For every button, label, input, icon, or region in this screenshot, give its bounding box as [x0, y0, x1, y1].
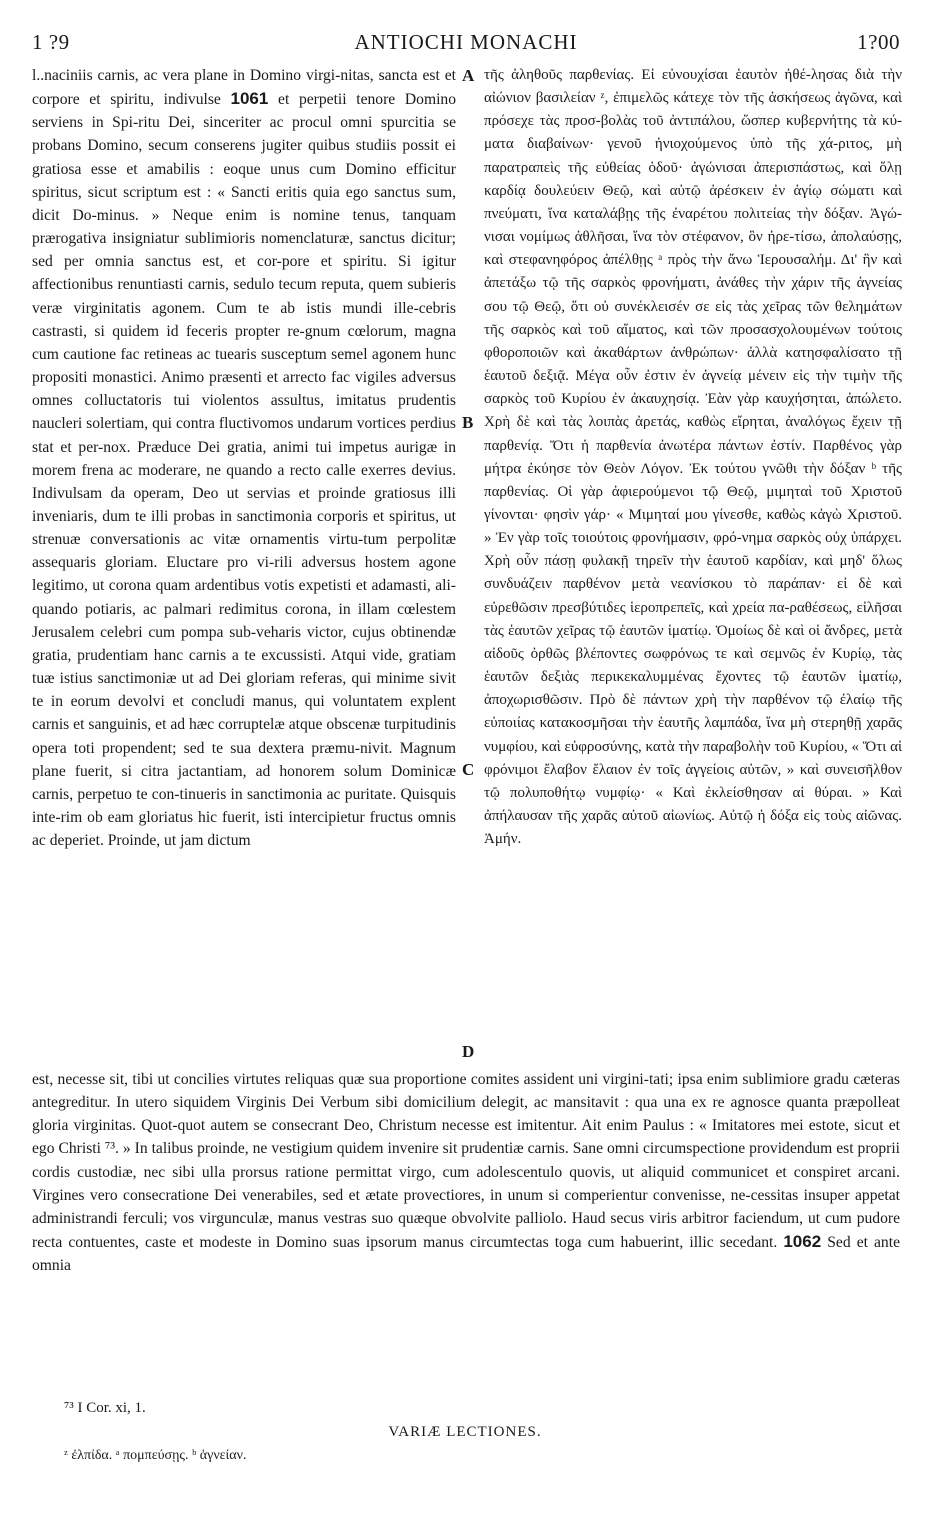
margin-marker-b: B: [462, 413, 474, 432]
margin-marker-c: C: [462, 760, 475, 779]
greek-column: τῆς ἀληθοῦς παρθενίας. Εἰ εὐνουχίσαι ἑαυτὸν ἠθέ-λησας διὰ τὴν αἰώνιον βασιλείαν ᶻ, ἐπιμελῶς κάτεχε τὸν τῆς ἀσκήσεως ἀγῶνα, καὶ πρόσεχε τὰς προσ-βολὰς τοῦ ἀντιπάλου, ὥσπερ κυβερνήτης τὰ κύ-ματα διαβαίνων· γενοῦ ἡνιοχούμενος ὑπὸ τῆς χά-ριτος, μὴ παρατραπεὶς τῆς εὐθείας ὁδοῦ· ἀγώνισαι ἀπερισπάστως, καὶ ὅλῃ καρδίᾳ δουλεύειν Θεῷ, καὶ αὐτῷ ἀρέσκειν ἐν ἁγίῳ σώματι καὶ πνεύματι, ἵνα καταλάβῃς τῆς ἐναρέτου πολιτείας τὴν δόξαν. Ἀγώ-νισαι νομίμως ἀθλῆσαι, ἵνα τὸν στέφανον, ὃν ἠρε-τίσω, ἀπολαύσῃς, καὶ στεφανηφόρος ἀπέλθῃς ᵃ πρὸς τὴν ἄνω Ἱερουσαλήμ. Δι' ἣν καὶ ἀπετάξω τῷ τῆς σαρκὸς φρονήματι, ἀνάθες τὴν χάριν τῆς ἁγνείας σου τῷ Θεῷ, ὅτι οὐ συνέκλεισέν σε εἰς τὰς χεῖρας τῶν θελημάτων τῆς σαρκὸς καὶ τοῦ αἵματος, καὶ τῶν προσασχολουμένων τούτοις φθοροποιῶν καὶ ἀκαθάρτων ἀνθρώπων· ἀλλὰ κατησφαλίσατο τῇ ἑαυτοῦ δεξιᾷ. Μέγα οὖν ἐστιν ἐν ἁγνείᾳ μένειν εἰς τὴν τιμὴν τῆς σαρκὸς τοῦ Κυρίου ἐν ἀκαυχησίᾳ. Ἐὰν γὰρ καυχήσηται, ἀπώλετο. Χρὴ δὲ καὶ τὰς λοιπὰς ἀρετάς, καθὼς εἴρηται, ἀναλόγως ἔχειν τῇ παρθενίᾳ. Ὅτι ἡ παρθενία ἀνωτέρα πάντων ἐστίν. Παρθένος γὰρ μήτρα ἐκύησε τὸν Θεὸν Λόγον. Ἐκ τούτου γνῶθι τὴν δόξαν ᵇ τῆς παρθενίας. Οἱ γὰρ ἀφιερούμενοι τῷ Θεῷ, μιμηταὶ τοῦ Χριστοῦ γίνονται· φησὶν γάρ· « Μιμηταί μου γίνεσθε, καθὼς κἀγὼ Χριστοῦ. » Ἐν γὰρ τοῖς τοιούτοις φρονήμασιν, φρό-νημα σαρκὸς οὐχ ὑπάρχει. Χρὴ οὖν πάσῃ φυλακῇ τηρεῖν τὴν ἑαυτοῦ καρδίαν, καὶ μηδ' ὅλως συνδυάζειν παρθένον μετὰ νεανίσκου τὸ παράπαν· εἰ δὲ καὶ εὐρεθῶσιν πρεσβύτιδες ἱεροπρεπεῖς, καὶ χρεία πα-ραθέσεως, εἰλῆσαι τὰς ἑαυτῶν χεῖρας τῷ ἑαυτῶν ἱματίῳ. Ὁμοίως δὲ καὶ οἱ ἄνδρες, μετὰ αἰδοῦς ὀρθῶς βλέποντες σωφρόνως τε καὶ σεμνῶς ἐν Κυρίῳ, τὰς ἑαυτῶν δεξιὰς περικεκαλυμμένας ἔχοντες τῷ ἑαυτῶν ἱματίῳ, ἀποχωρισθῶσιν. Πρὸ δὲ πάντων χρὴ τὴν παρθένον τῷ ἐλαίῳ τῆς εὐποιίας κατακοσμῆσαι τὴν ἑαυτῆς λαμπάδα, ἵνα μὴ στερηθῇ χαρᾶς νυμφίου, καὶ εὐφροσύνης, κατὰ τὴν παραβολὴν τοῦ Κυρίου, « Ὅτι αἱ φρόνιμοι ἔλαβον ἔλαιον ἐν τοῖς ἀγγείοις αὐτῶν, » καὶ συνεισῆλθον τῷ πολυποθήτῳ νυμφίῳ· « Καὶ ἐκλείσθησαν αἱ θύραι. » Καὶ ἀπήλαυσαν τῆς χαρᾶς αὐτοῦ αἰωνίως. Αὐτῷ ἡ δόξα εἰς τοὺς αἰῶνας. Ἀμήν.: [484, 67, 902, 848]
variae-lectiones-heading: VARIÆ LECTIONES.: [388, 1424, 542, 1440]
variae-lectiones-notes: ᶻ ἐλπίδα. ᵃ πομπεύσῃς. ᵇ ἁγνείαν.: [64, 1448, 247, 1463]
latin-column: [32, 64, 456, 852]
page-header: [32, 30, 900, 60]
page-number-left: 1 ?9: [32, 30, 70, 54]
margin-marker-a: A: [462, 66, 475, 85]
footnote: ⁷³ I Cor. xi, 1.: [64, 1400, 146, 1416]
column-number-1062: 1062: [783, 1232, 822, 1252]
full-width-text: [32, 1068, 900, 1277]
margin-marker-d: D: [462, 1042, 475, 1061]
latin-text-rest: et perpetii tenore Domino serviens in Spi-ritu Dei, sinceriter ac procul omni spurcitia se probans Domino, secum conserens jugiter quibus studiis possit ei gratiosa esse et amabilis : eoque unus cum Domino efficitur spiritus, sicut scriptum est : « Sancti eritis quia ego sanctus sum, dicit Do-minus. » Neque enim is nomine tenus, tanquam prærogativa insigniatur sublimioris nomenclaturæ, sanctus dicitur; sed per omnia sanctus est, et cor-pore et spiritu. Si igitur affectionibus renuntiasti carnis, sedulo tecum reputa, quem subieris veræ virginitatis agonem. Cum te ab istis mundi ille-cebris castrasti, si quidem id feceris propter re-gnum cœlorum, magna cum cautione fac retineas ac tuearis susceptum semel agonem hunc propositi monastici. Animo præsenti et arrecto fac vigiles adversus omnes colluctatoris tui violentos assultus, imitatus prudentis naucleri solertiam, qui contra fluctivomos undarum vortices perdius stat et per-nox. Præduce Dei gratia, animi tui impetus aurigæ in morem frena ac moderare, ne quando a recto calle exerres devius. Indivulsam da operam, Deo ut servias et proinde gratiosus illi inveniaris, dum te illi probas in sanctimonia corporis et spiritus, ut strenuæ conversationis ac vitæ ornamentis virtu-tum perpolitæ assequaris gloriam. Eluctare pro vi-rili adversus hostem agone legitimo, ut corona quam ardentibus votis expetisti et adamasti, ali-quando potiaris, ac palmari redimitus corona, in illam cœlestem Jerusalem celebri cum pompa sub-veharis victor, cujus obtinendæ gratia, prudentiam hanc carnis a te excussisti. Atqui vide, gratiam tuæ istius sanctimoniæ ut ad Dei gloriam referas, qui minime sivit te in eorum devolvi et concludi manus, qui voluntatem explent carnis et sanguinis, et ad hæc corruptelæ atque obscenæ turpitudinis opera toti propendent; sed te sua dextera præmu-nivit. Magnum plane fuerit, si citra jactantiam, ad honorem solum Dominicæ carnis, perpetuo te con-tinueris in sanctimonia ac puritate. Quisquis inte-rim ob eam gloriatus hic fuerit, isti intercipietur fructus omnis ac deperiet. Proinde, ut jam dictum: [32, 91, 456, 850]
bottom-text-start: est, necesse sit, tibi ut concilies virtutes reliquas quæ sua proportione comites assident uni virgini-tati; ipsa enim sublimiore gradu cæteras antegreditur. In utero siquidem Virginis Dei Verbum sibi domicilium delegit, ac mansitavit : qua una ex re agnosce quanta præpolleat gloria virginitas. Quot-quot autem se consecrant Deo, Christum necesse est imitentur. Ait enim Paulus : « Imitatores mei estote, sicut et ego Christi ⁷³. » In talibus proinde, ne vestigium quidem invenire sit prudentiæ carnis. Sane omni circumspectione providendum est proprii cordis custodiæ, nec sibi ulla prorsus ratione permittat virgo, cum adolescentulo quovis, ut aliquid communicet et conspiret arcani. Virgines vero consecratione Dei venerabiles, sed et ætate provectiores, in unum si comperientur convenisse, ne-cessitas insuper appetat administrandi ferculi; vos virgunculæ, manus vestras suo quæque obvolvite palliolo. Haud secus viris arbitror faciendum, ut cum pudore recta contuentes, caste et modeste in Domino suas ipsorum manus circumtectas toga cum habuerint, illic secedant.: [32, 1071, 900, 1252]
page-number-right: 1?00: [857, 30, 900, 54]
column-number-1061: 1061: [230, 89, 269, 109]
bottom-text-end: Sed et ante omnia: [32, 1234, 900, 1275]
running-title: ANTIOCHI MONACHI: [354, 30, 578, 54]
latin-text-start: l..naciniis carnis, ac vera plane in Domino virgi-nitas, sancta est et corpore et spiritu, indivulse: [32, 67, 456, 109]
